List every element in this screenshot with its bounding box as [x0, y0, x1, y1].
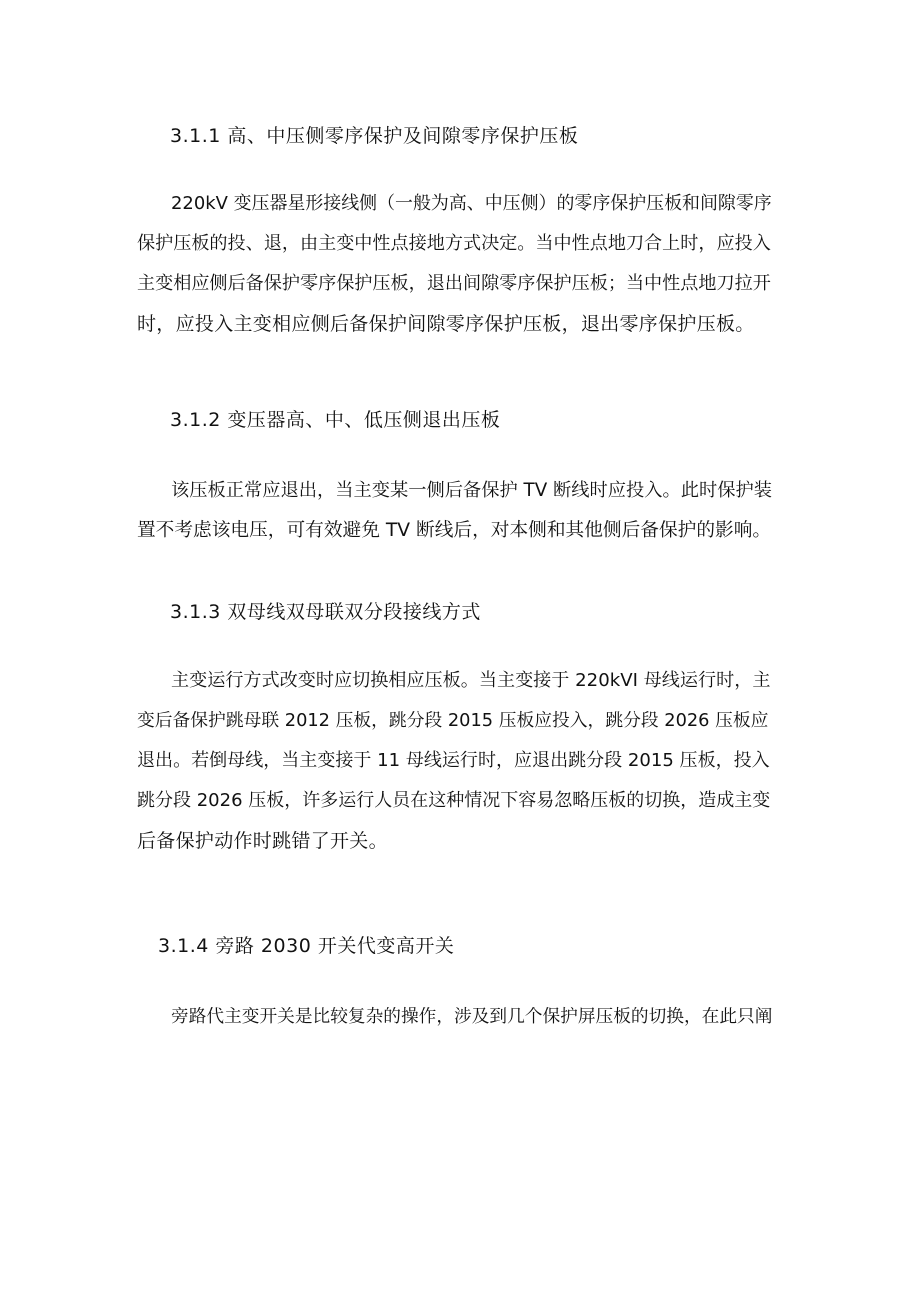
paragraph-line: 跳分段 2026 压板，许多运行人员在这种情况下容易忽略压板的切换，造成主变 — [137, 790, 771, 811]
section-heading-3-1-4: 3.1.4 旁路 2030 开关代变高开关 — [158, 935, 455, 957]
section-paragraph-3-1-4 — [137, 997, 785, 1037]
section-heading-3-1-1: 3.1.1 高、中压侧零序保护及间隙零序保护压板 — [170, 125, 579, 147]
paragraph-line: 退出。若倒母线，当主变接于 11 母线运行时，应退出跳分段 2015 压板，投入 — [137, 750, 770, 771]
section-paragraph-3-1-3 — [137, 661, 785, 861]
paragraph-line: 主变运行方式改变时应切换相应压板。当主变接于 220kVI 母线运行时，主 — [171, 670, 771, 691]
section-heading-3-1-2: 3.1.2 变压器高、中、低压侧退出压板 — [170, 409, 501, 431]
paragraph-line: 时，应投入主变相应侧后备保护间隙零序保护压板，退出零序保护压板。 — [137, 313, 755, 335]
paragraph-line: 旁路代主变开关是比较复杂的操作，涉及到几个保护屏压板的切换，在此只阐 — [171, 1007, 773, 1027]
section-paragraph-3-1-2 — [137, 471, 785, 551]
paragraph-line: 置不考虑该电压，可有效避免 TV 断线后，对本侧和其他侧后备保护的影响。 — [137, 520, 772, 541]
paragraph-line: 保护压板的投、退，由主变中性点接地方式决定。当中性点地刀合上时，应投入 — [137, 233, 771, 254]
paragraph-line: 该压板正常应退出，当主变某一侧后备保护 TV 断线时应投入。此时保护装 — [171, 480, 772, 501]
paragraph-line: 变后备保护跳母联 2012 压板，跳分段 2015 压板应投入，跳分段 2026 压板应 — [137, 710, 769, 731]
paragraph-line: 主变相应侧后备保护零序保护压板，退出间隙零序保护压板；当中性点地刀拉开 — [137, 273, 771, 294]
paragraph-line: 后备保护动作时跳错了开关。 — [137, 830, 388, 852]
section-paragraph-3-1-1 — [137, 184, 785, 344]
paragraph-line: 220kV 变压器星形接线侧（一般为高、中压侧）的零序保护压板和间隙零序 — [171, 193, 772, 214]
section-heading-3-1-3: 3.1.3 双母线双母联双分段接线方式 — [170, 601, 481, 623]
